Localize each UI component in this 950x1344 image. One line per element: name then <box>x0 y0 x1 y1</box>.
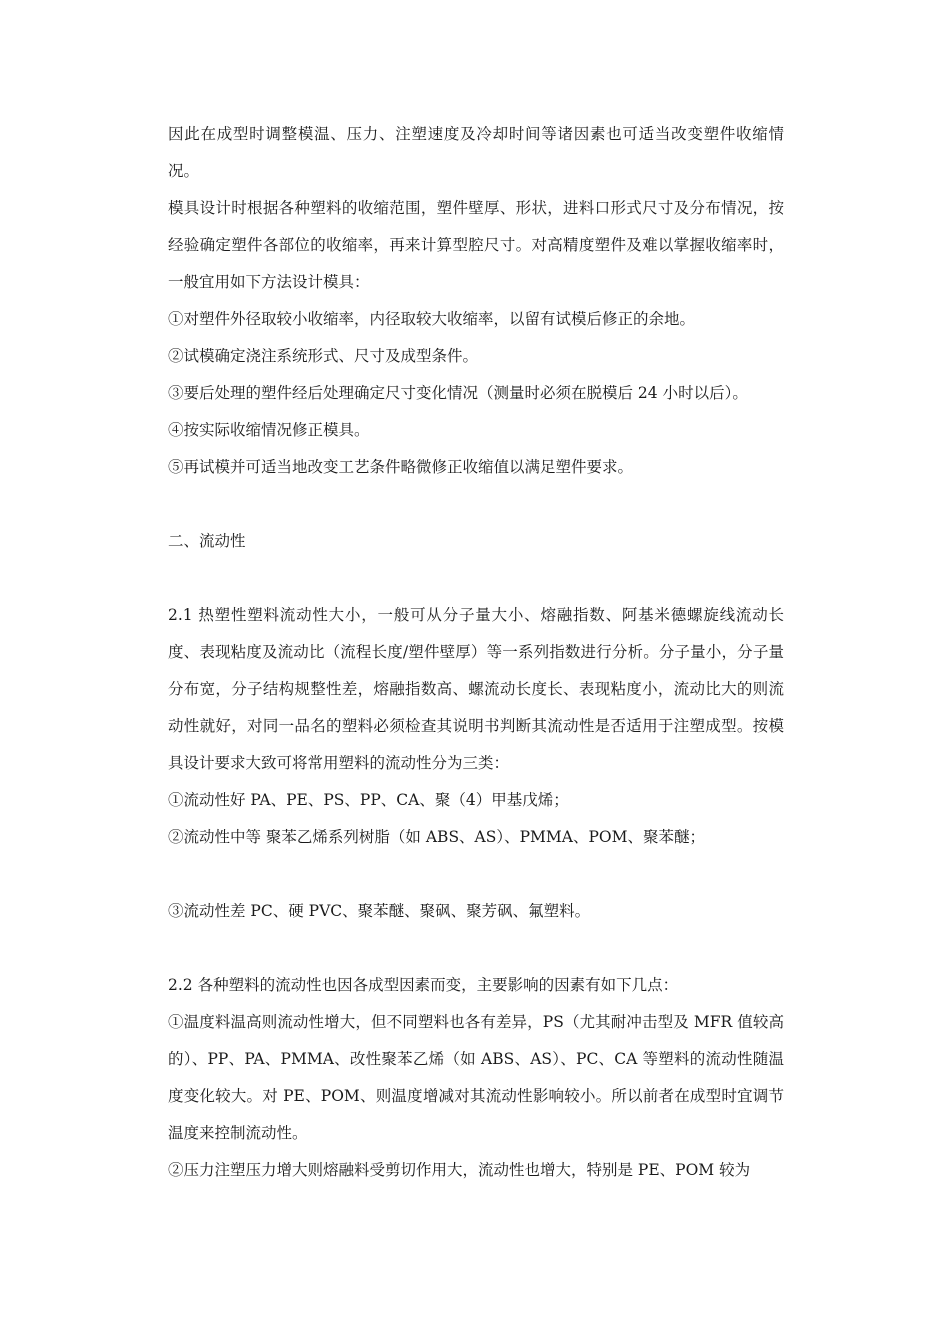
list-item-step-1: ①对塑件外径取较小收缩率，内径取较大收缩率，以留有试模后修正的余地。 <box>168 310 696 328</box>
paragraph-mold-design: 模具设计时根据各种塑料的收缩范围，塑件壁厚、形状，进料口形式尺寸及分布情况，按经验确定塑件各部位的收缩率，再来计算型腔尺寸。对高精度塑件及难以掌握收缩率时，一般宜用如下方法设计模具： <box>168 199 784 291</box>
list-item-pressure: ②压力注塑压力增大则熔融料受剪切作用大，流动性也增大，特别是 PE、POM 较为 <box>168 1161 751 1179</box>
spacer <box>168 560 784 597</box>
spacer <box>168 856 784 893</box>
list-item-temperature: ①温度料温高则流动性增大，但不同塑料也各有差异，PS（尤其耐冲击型及 MFR 值较高的）、PP、PA、PMMA、改性聚苯乙烯（如 ABS、AS）、PC、CA 等塑料的流动性随温度变化较大。对 PE、POM、则温度增减对其流动性影响较小。所以前者在成型时宜调节温度来控制流动性。 <box>168 1013 784 1142</box>
list-item-fluidity-poor: ③流动性差 PC、硬 PVC、聚苯醚、聚砜、聚芳砜、氟塑料。 <box>168 902 591 920</box>
document-body <box>168 116 784 1189</box>
paragraph-2-2: 2.2 各种塑料的流动性也因各成型因素而变，主要影响的因素有如下几点： <box>168 976 679 994</box>
section-heading-fluidity: 二、流动性 <box>168 532 246 550</box>
list-item-fluidity-medium: ②流动性中等 聚苯乙烯系列树脂（如 ABS、AS）、PMMA、POM、聚苯醚； <box>168 828 705 846</box>
spacer <box>168 930 784 967</box>
spacer <box>168 486 784 523</box>
list-item-step-3: ③要后处理的塑件经后处理确定尺寸变化情况（测量时必须在脱模后 24 小时以后）。 <box>168 384 748 402</box>
list-item-fluidity-good: ①流动性好 PA、PE、PS、PP、CA、聚（4）甲基戊烯； <box>168 791 569 809</box>
list-item-step-2: ②试模确定浇注系统形式、尺寸及成型条件。 <box>168 347 479 365</box>
list-item-step-4: ④按实际收缩情况修正模具。 <box>168 421 370 439</box>
list-item-step-5: ⑤再试模并可适当地改变工艺条件略微修正收缩值以满足塑件要求。 <box>168 458 634 476</box>
paragraph-shrinkage-adjust: 因此在成型时调整模温、压力、注塑速度及冷却时间等诸因素也可适当改变塑件收缩情况。 <box>168 125 784 180</box>
paragraph-2-1: 2.1 热塑性塑料流动性大小，一般可从分子量大小、熔融指数、阿基米德螺旋线流动长度、表现粘度及流动比（流程长度/塑件壁厚）等一系列指数进行分析。分子量小，分子量分布宽，分子结构规整性差，熔融指数高、螺流动长度长、表现粘度小，流动比大的则流动性就好，对同一品名的塑料必须检查其说明书判断其流动性是否适用于注塑成型。按模具设计要求大致可将常用塑料的流动性分为三类： <box>168 606 784 772</box>
